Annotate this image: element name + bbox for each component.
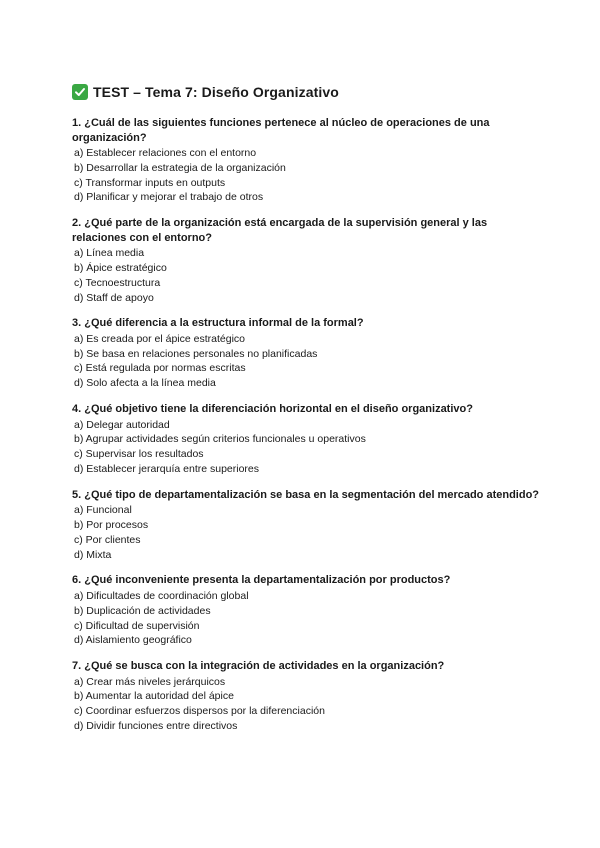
answer-option-d: d) Aislamiento geográfico (74, 634, 192, 647)
answer-option-a: a) Crear más niveles jerárquicos (74, 675, 226, 688)
question-block-2 (72, 216, 542, 305)
answer-option-b: b) Agrupar actividades según criterios funcionales u operativos (74, 433, 366, 446)
answer-option-a: a) Delegar autoridad (74, 418, 170, 431)
answer-option-a: a) Funcional (74, 504, 132, 517)
question-block-5 (72, 488, 542, 563)
page-title: TEST – Tema 7: Diseño Organizativo (93, 84, 339, 100)
answer-option-b: b) Por procesos (74, 519, 149, 532)
question-text: 6. ¿Qué inconveniente presenta la departamentalización por productos? (72, 574, 451, 587)
answer-option-d: d) Mixta (74, 548, 112, 561)
answer-option-d: d) Planificar y mejorar el trabajo de otros (74, 191, 264, 204)
answer-option-d: d) Staff de apoyo (74, 291, 154, 304)
answer-option-b: b) Desarrollar la estrategia de la organización (74, 161, 286, 174)
answer-option-a: a) Es creada por el ápice estratégico (74, 332, 246, 345)
question-block-3 (72, 316, 542, 391)
title-row (72, 80, 542, 104)
answer-options (72, 503, 542, 562)
question-list (72, 116, 542, 734)
answer-options (72, 589, 542, 648)
answer-option-c: c) Transformar inputs en outputs (74, 176, 226, 189)
answer-option-b: b) Aumentar la autoridad del ápice (74, 690, 234, 703)
question-text: 1. ¿Cuál de las siguientes funciones pertenece al núcleo de operaciones de una organización? (72, 117, 490, 144)
answer-option-a: a) Dificultades de coordinación global (74, 589, 249, 602)
answer-option-d: d) Dividir funciones entre directivos (74, 720, 238, 733)
question-text: 5. ¿Qué tipo de departamentalización se basa en la segmentación del mercado atendido? (72, 488, 540, 501)
answer-option-c: c) Supervisar los resultados (74, 448, 204, 461)
question-text: 3. ¿Qué diferencia a la estructura informal de la formal? (72, 317, 364, 330)
answer-options (72, 675, 542, 734)
answer-option-d: d) Solo afecta a la línea media (74, 377, 216, 390)
answer-options (72, 146, 542, 205)
answer-option-c: c) Coordinar esfuerzos dispersos por la diferenciación (74, 705, 325, 718)
question-text: 7. ¿Qué se busca con la integración de actividades en la organización? (72, 660, 445, 673)
question-block-6 (72, 573, 542, 648)
check-mark-icon (72, 84, 88, 100)
answer-option-c: c) Tecnoestructura (74, 276, 161, 289)
answer-options (72, 332, 542, 391)
answer-option-b: b) Ápice estratégico (74, 261, 167, 274)
answer-options (72, 246, 542, 305)
question-block-1 (72, 116, 542, 205)
answer-option-b: b) Duplicación de actividades (74, 604, 211, 617)
question-text: 4. ¿Qué objetivo tiene la diferenciación horizontal en el diseño organizativo? (72, 403, 473, 416)
question-block-7 (72, 659, 542, 734)
answer-option-c: c) Dificultad de supervisión (74, 619, 200, 632)
question-block-4 (72, 402, 542, 477)
answer-option-a: a) Línea media (74, 247, 145, 260)
answer-option-a: a) Establecer relaciones con el entorno (74, 147, 257, 159)
question-text: 2. ¿Qué parte de la organización está encargada de la supervisión general y las relaciones con el entorno? (72, 217, 488, 244)
document-page (72, 80, 542, 745)
answer-option-b: b) Se basa en relaciones personales no planificadas (74, 347, 318, 360)
answer-option-d: d) Establecer jerarquía entre superiores (74, 462, 260, 475)
answer-option-c: c) Está regulada por normas escritas (74, 362, 246, 375)
answer-option-c: c) Por clientes (74, 533, 141, 546)
answer-options (72, 418, 542, 477)
